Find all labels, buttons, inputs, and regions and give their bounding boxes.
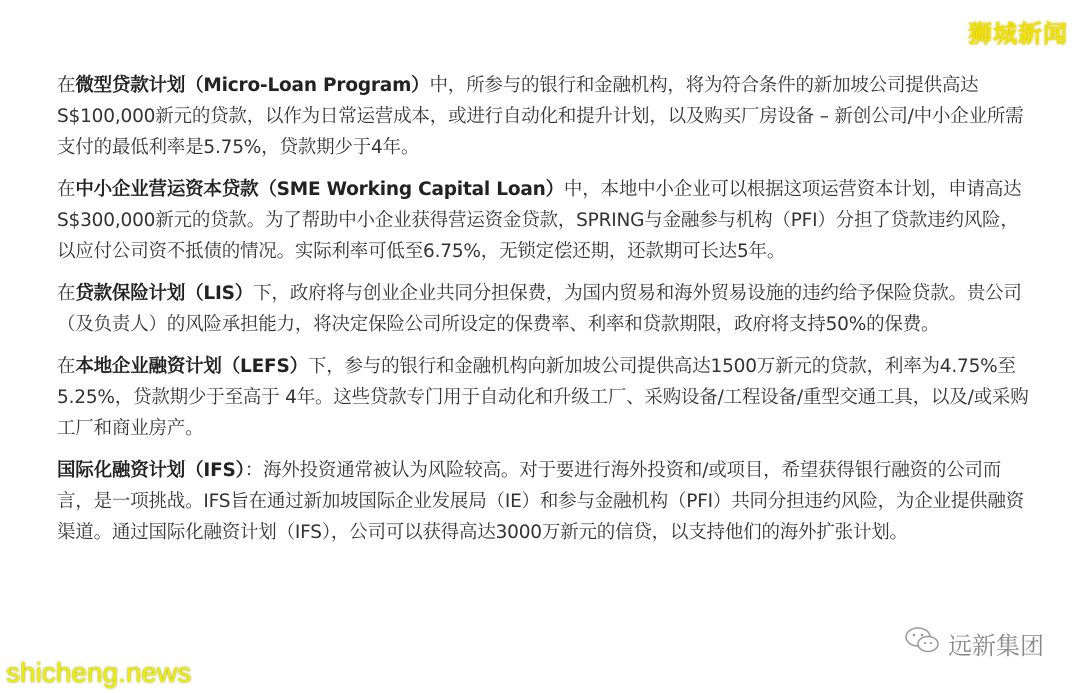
paragraph-sme-working-capital <box>57 174 1032 267</box>
scheme-name: 贷款保险计划（LIS） <box>75 283 254 304</box>
wechat-brand <box>904 625 1044 661</box>
para-prefix: 在 <box>57 283 76 304</box>
paragraph-lis <box>57 278 1032 340</box>
para-prefix: 在 <box>57 179 76 200</box>
article-body <box>57 70 1032 559</box>
watermark-bottom: shicheng.news <box>6 657 192 688</box>
brand-name: 远新集团 <box>948 631 1044 660</box>
para-prefix: 在 <box>57 356 76 377</box>
paragraph-ifs <box>57 455 1032 548</box>
paragraph-micro-loan <box>57 70 1032 163</box>
scheme-name: 本地企业融资计划（LEFS） <box>75 356 308 377</box>
scheme-name: 国际化融资计划（IFS） <box>57 460 245 481</box>
wechat-icon <box>904 625 942 661</box>
watermark-top: 狮城新闻 <box>968 20 1068 48</box>
scheme-name: 微型贷款计划（Micro-Loan Program） <box>75 75 430 96</box>
scheme-name: 中小企业营运资本贷款（SME Working Capital Loan） <box>75 179 564 200</box>
para-text: 下，政府将与创业企业共同分担保费，为国内贸易和海外贸易设施的违约给予保险贷款。贵公司（及负责人）的风险承担能力，将决定保险公司所设定的保费率、利率和贷款期限，政府将支持50%的保费。 <box>57 283 1022 335</box>
para-text: ：海外投资通常被认为风险较高。对于要进行海外投资和/或项目，希望获得银行融资的公司而言，是一项挑战。IFS旨在通过新加坡国际企业发展局（IE）和参与金融机构（PFI）共同分担违约风险，为企业提供融资渠道。通过国际化融资计划（IFS），公司可以获得高达3000万新元的信贷，以支持他们的海外扩张计划。 <box>57 460 1025 543</box>
para-prefix: 在 <box>57 75 76 96</box>
para-text: 中，所参与的银行和金融机构，将为符合条件的新加坡公司提供高达S$100,000新元的贷款，以作为日常运营成本，或进行自动化和提升计划，以及购买厂房设备 – 新创公司/中小企业所需支付的最低利率是5.75%，贷款期少于4年。 <box>57 75 1024 158</box>
paragraph-lefs <box>57 351 1032 444</box>
para-text: 下，参与的银行和金融机构向新加坡公司提供高达1500万新元的贷款，利率为4.75%至5.25%，贷款期少于至高于 4年。这些贷款专门用于自动化和升级工厂、采购设备/工程设备/重型交通工具，以及/或采购工厂和商业房产。 <box>57 356 1029 439</box>
para-text: 中，本地中小企业可以根据这项运营资本计划，申请高达S$300,000新元的贷款。为了帮助中小企业获得营运资金贷款，SPRING与金融参与机构（PFI）分担了贷款违约风险，以应付公司资不抵债的情况。实际利率可低至6.75%，无锁定偿还期，还款期可长达5年。 <box>57 179 1022 262</box>
